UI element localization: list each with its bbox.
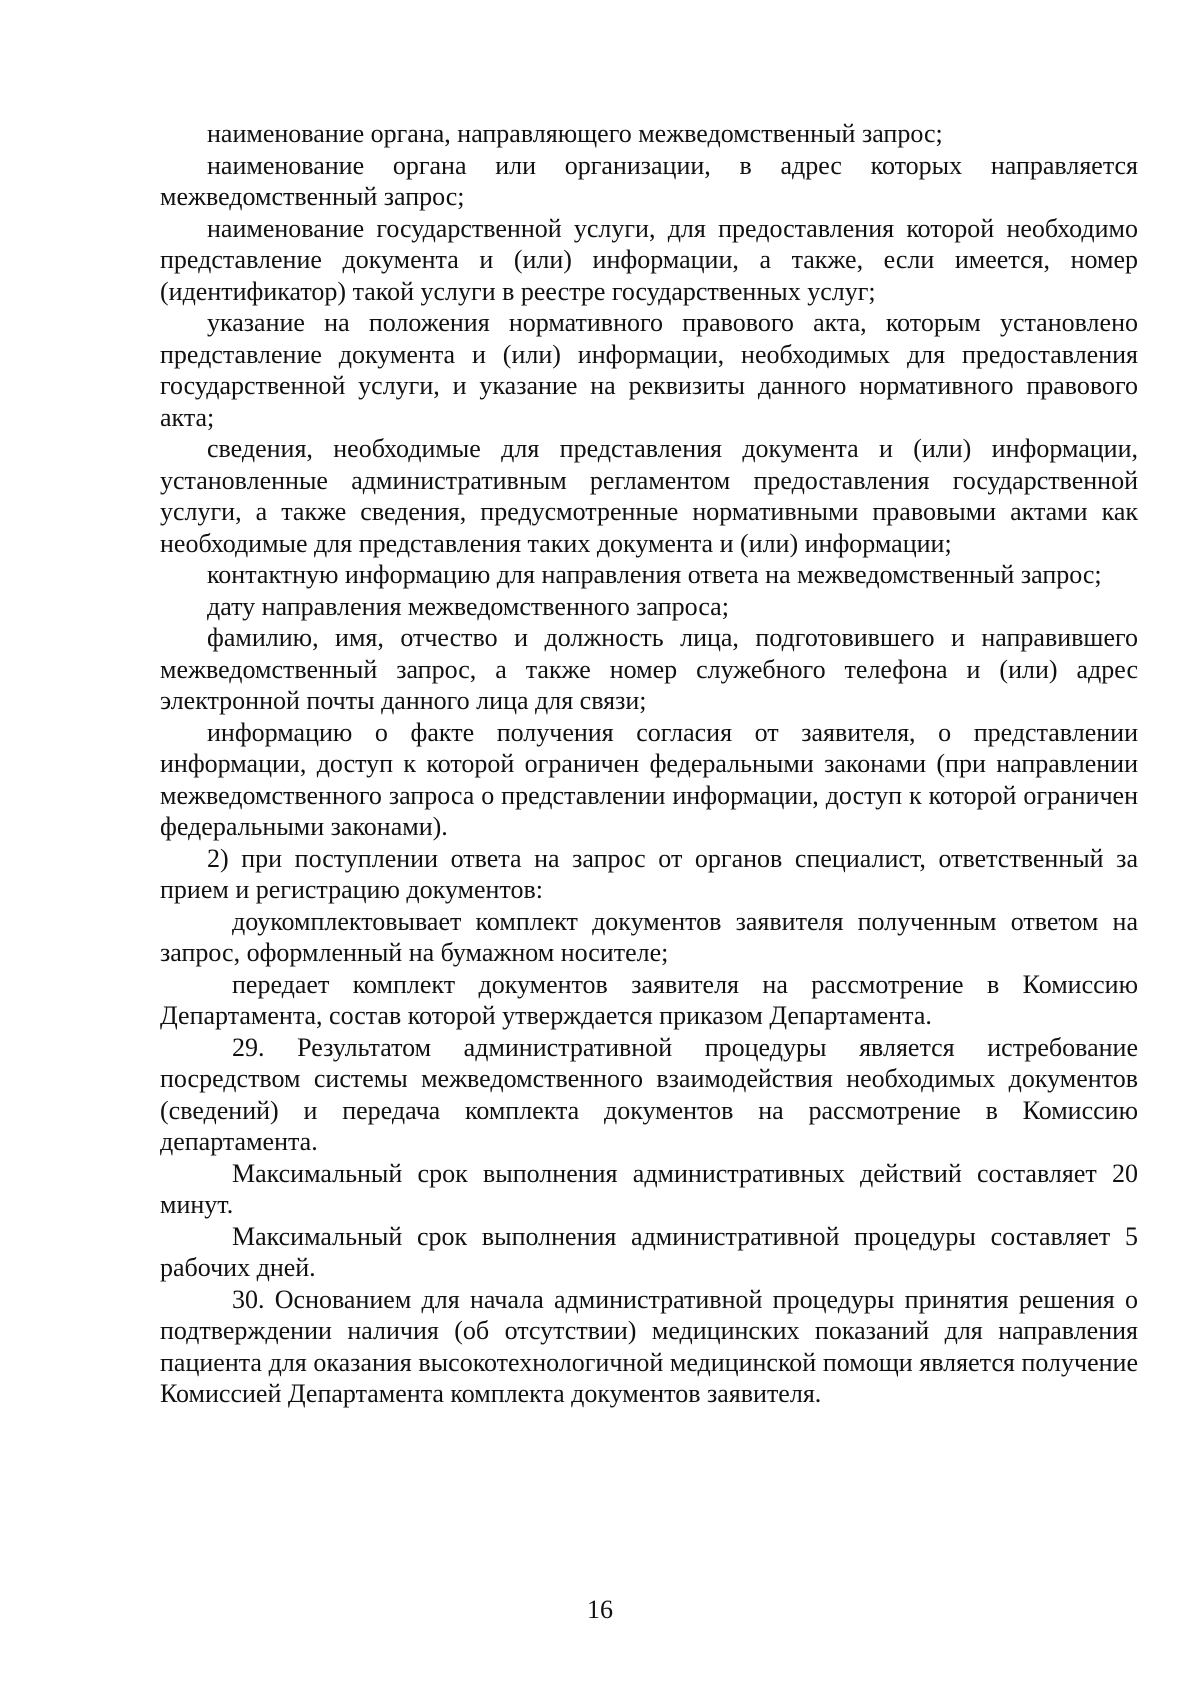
paragraph-contact-information: контактную информацию для направления ответа на межведомственный запрос;	[207, 560, 1102, 589]
paragraph-max-procedure-time: Максимальный срок выполнения административной процедуры составляет 5 рабочих дней.	[160, 1221, 1138, 1282]
paragraph-service-name: наименование государственной услуги, для предоставления которой необходимо представление документа и (или) информации, а также, если имеется, номер (идентификатор) такой услуги в реестре государственных услуг;	[160, 213, 1138, 306]
paragraph-requesting-body: наименование органа, направляющего межведомственный запрос;	[207, 119, 943, 148]
document-body	[160, 118, 1138, 1410]
paragraph-consent-information: информацию о факте получения согласия от заявителя, о представлении информации, доступ к которой ограничен федеральными законами (при направлении межведомственного запроса о представлении информации, доступ к которой ограничен федеральными законами).	[160, 717, 1138, 841]
paragraph-legal-act-reference: указание на положения нормативного правового акта, которым установлено представление документа и (или) информации, необходимых для предоставления государственной услуги, и указание на реквизиты данного нормативного правового акта;	[160, 308, 1138, 432]
paragraph-request-date: дату направления межведомственного запроса;	[207, 591, 729, 621]
paragraph-transfer-to-commission: передает комплект документов заявителя на рассмотрение в Комиссию Департамента, состав которой утверждается приказом Департамента.	[160, 969, 1138, 1030]
page-number: 16	[587, 1595, 613, 1624]
paragraph-item-29: 29. Результатом административной процедуры является истребование посредством системы межведомственного взаимодействия необходимых документов (сведений) и передача комплекта документов на рассмотрение в Комиссию департамента.	[160, 1032, 1138, 1156]
paragraph-response-handling: 2) при поступлении ответа на запрос от органов специалист, ответственный за прием и регистрацию документов:	[160, 843, 1138, 904]
paragraph-responsible-person: фамилию, имя, отчество и должность лица, подготовившего и направившего межведомственный запрос, а также номер служебного телефона и (или) адрес электронной почты данного лица для связи;	[160, 623, 1138, 715]
paragraph-complete-documents: доукомплектовывает комплект документов заявителя полученным ответом на запрос, оформленный на бумажном носителе;	[160, 906, 1138, 967]
paragraph-addressee-body: наименование органа или организации, в адрес которых направляется межведомственный запрос;	[160, 150, 1138, 211]
paragraph-item-30: 30. Основанием для начала административной процедуры принятия решения о подтверждении наличия (об отсутствии) медицинских показаний для направления пациента для оказания высокотехнологичной медицинской помощи является получение Комиссией Департамента комплекта документов заявителя.	[160, 1284, 1138, 1408]
paragraph-max-action-time: Максимальный срок выполнения административных действий составляет 20 минут.	[160, 1158, 1138, 1219]
paragraph-required-information: сведения, необходимые для представления документа и (или) информации, установленные административным регламентом предоставления государственной услуги, а также сведения, предусмотренные нормативными правовыми актами как необходимые для представления таких документа и (или) информации;	[160, 434, 1138, 558]
